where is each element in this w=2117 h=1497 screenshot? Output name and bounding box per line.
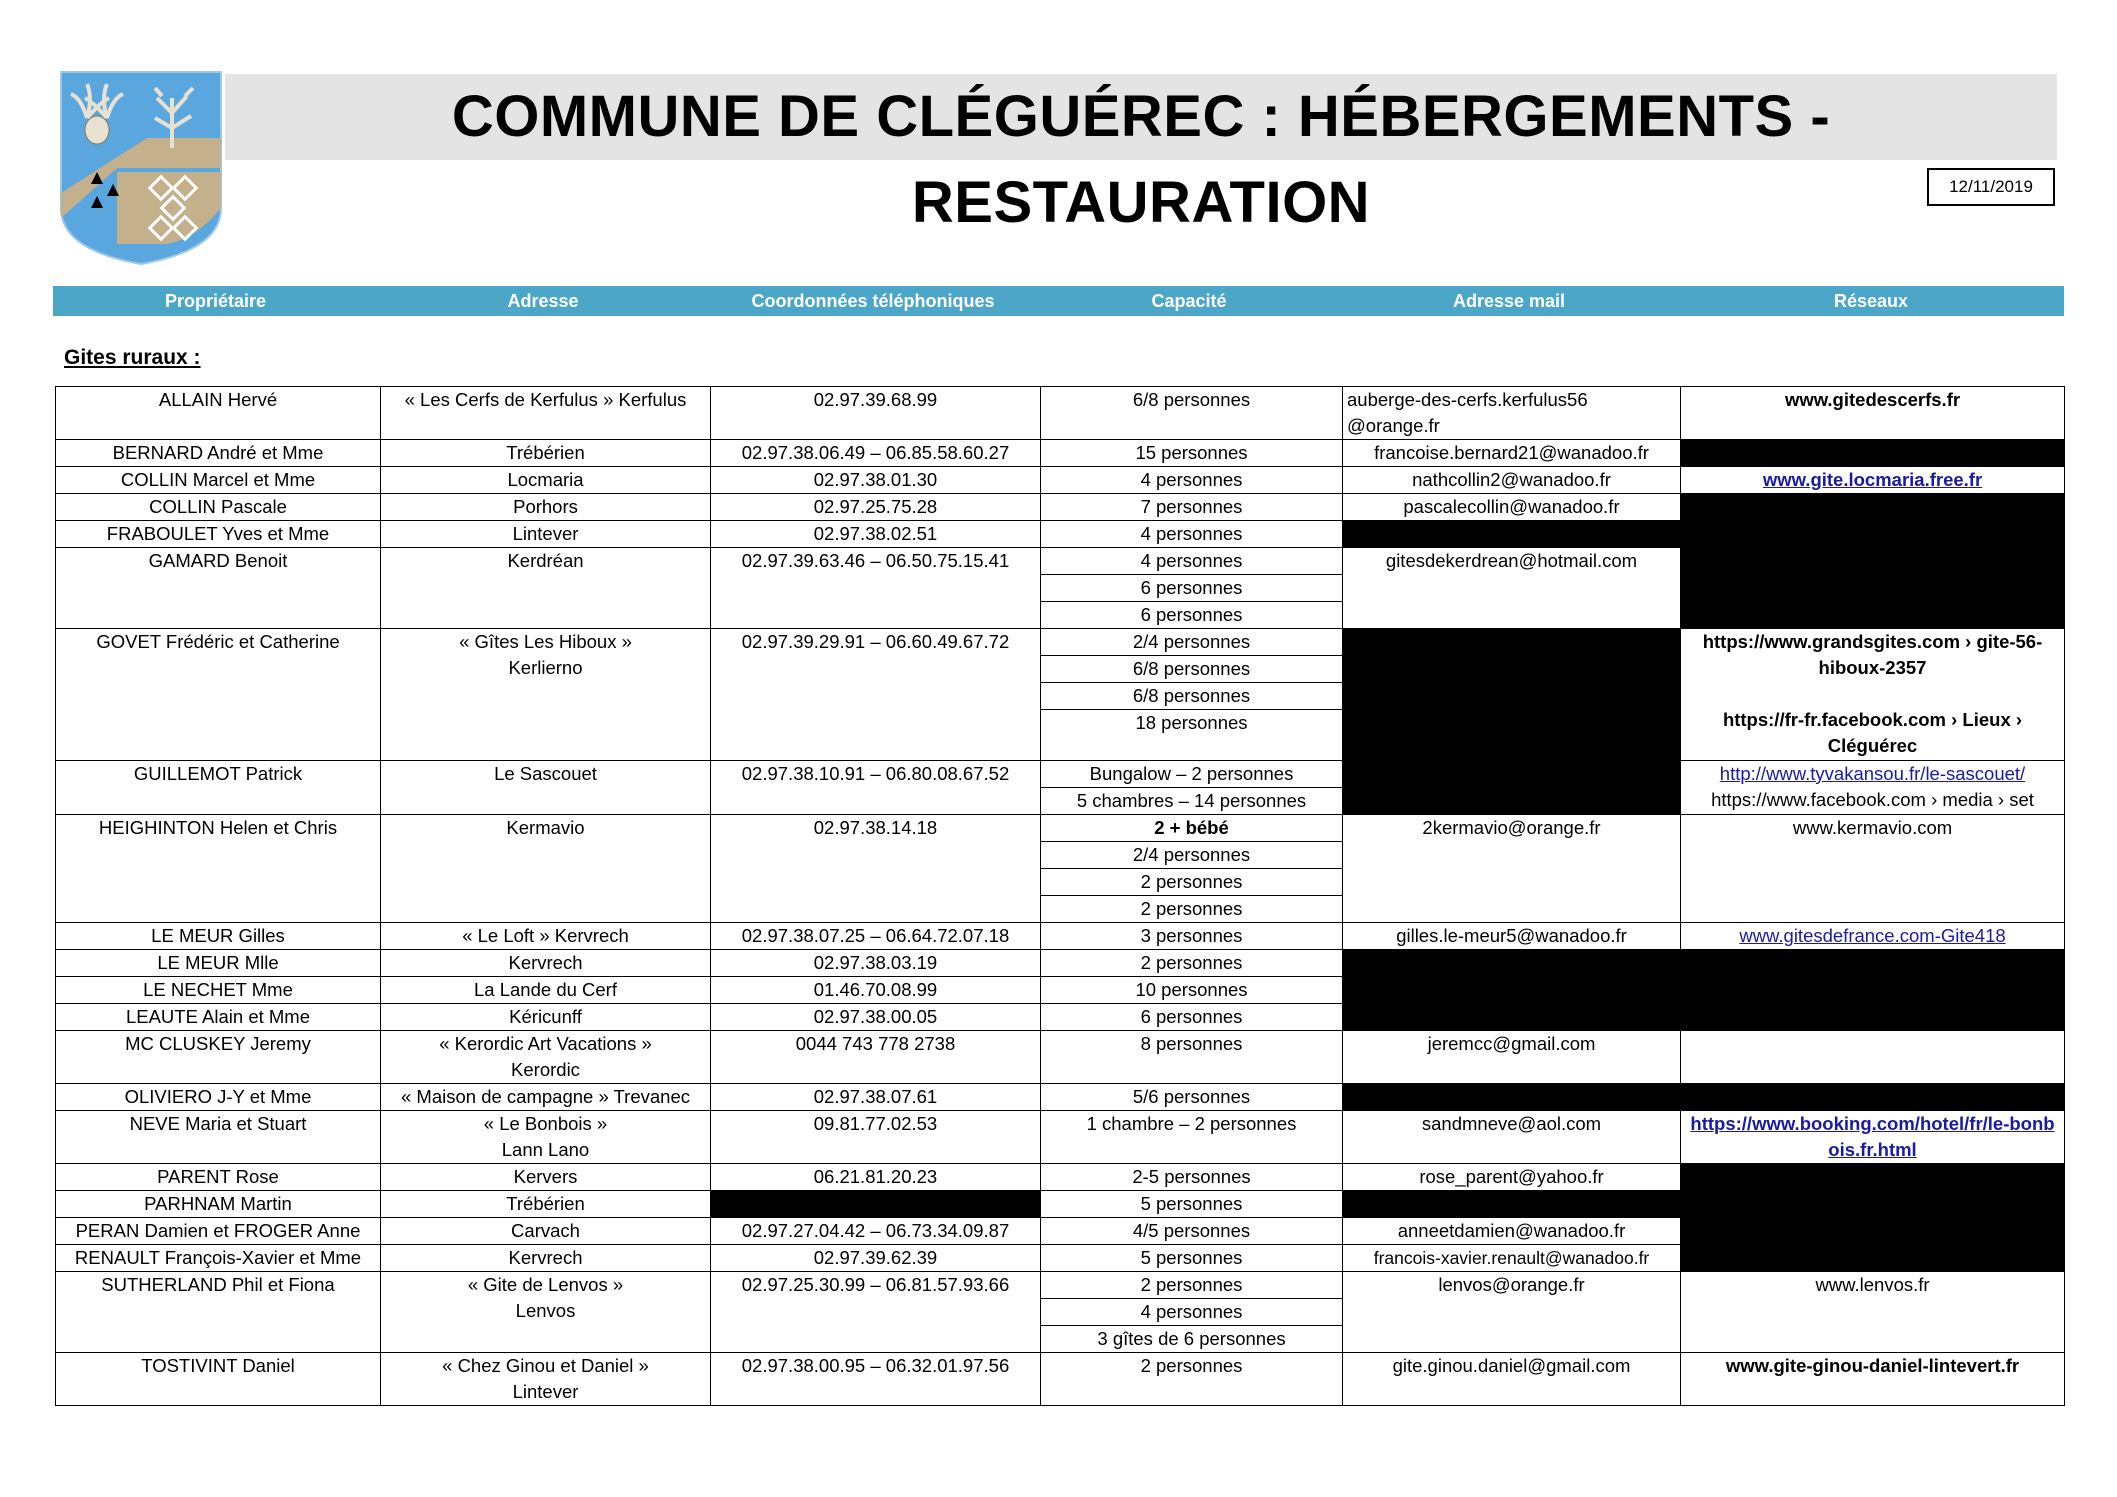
address-cell: « Chez Ginou et Daniel » Lintever (381, 1353, 711, 1406)
owner-cell: COLLIN Pascale (56, 494, 381, 521)
column-header-networks: Réseaux (1833, 291, 1909, 311)
address-cell: Kerdréan (381, 548, 711, 629)
networks-cell[interactable]: www.lenvos.fr (1681, 1272, 2065, 1353)
phone-cell: 02.97.39.29.91 – 06.60.49.67.72 (711, 629, 1041, 761)
address-cell: Carvach (381, 1218, 711, 1245)
address-cell: Kervrech (381, 1245, 711, 1272)
capacity-cell: 18 personnes (1041, 710, 1343, 761)
capacity-cell: Bungalow – 2 personnes (1041, 761, 1343, 788)
table-row (56, 1353, 2065, 1406)
capacity-cell: 15 personnes (1041, 440, 1343, 467)
phone-cell: 02.97.39.68.99 (711, 387, 1041, 440)
phone-cell: 02.97.38.02.51 (711, 521, 1041, 548)
owner-cell: FRABOULET Yves et Mme (56, 521, 381, 548)
phone-cell: 01.46.70.08.99 (711, 977, 1041, 1004)
table-row (56, 1084, 2065, 1111)
email-cell[interactable]: rose_parent@yahoo.fr (1343, 1164, 1681, 1191)
networks-link[interactable]: https://www.booking.com/hotel/fr/le-bonbois.fr.html (1690, 1113, 2055, 1160)
capacity-cell: 2 personnes (1041, 896, 1343, 923)
email-cell[interactable]: francois-xavier.renault@wanadoo.fr (1343, 1245, 1681, 1272)
column-header-email: Adresse mail (1452, 291, 1566, 311)
owner-cell: PARENT Rose (56, 1164, 381, 1191)
address-cell: « Kerordic Art Vacations » Kerordic (381, 1031, 711, 1084)
owner-cell: SUTHERLAND Phil et Fiona (56, 1272, 381, 1353)
phone-cell: 02.97.38.10.91 – 06.80.08.67.52 (711, 761, 1041, 815)
table-row (56, 950, 2065, 977)
address-cell: « Le Bonbois » Lann Lano (381, 1111, 711, 1164)
email-cell[interactable]: anneetdamien@wanadoo.fr (1343, 1218, 1681, 1245)
address-cell: Kermavio (381, 815, 711, 923)
owner-cell: LE MEUR Mlle (56, 950, 381, 977)
table-row (56, 761, 2065, 788)
networks-cell[interactable]: https://www.grandsgites.com › gite-56-hiboux-2357 https://fr-fr.facebook.com › Lieux › Cléguérec (1681, 629, 2065, 761)
networks-cell (1681, 761, 2065, 815)
address-cell: Le Sascouet (381, 761, 711, 815)
networks-cell (1681, 923, 2065, 950)
owner-cell: TOSTIVINT Daniel (56, 1353, 381, 1406)
networks-link[interactable]: www.gite.locmaria.free.fr (1762, 469, 1983, 490)
email-cell[interactable]: lenvos@orange.fr (1343, 1272, 1681, 1353)
phone-cell: 02.97.38.07.61 (711, 1084, 1041, 1111)
owner-cell: PERAN Damien et FROGER Anne (56, 1218, 381, 1245)
capacity-cell: 2 personnes (1041, 950, 1343, 977)
capacity-cell: 6 personnes (1041, 1004, 1343, 1031)
address-cell: Kéricunff (381, 1004, 711, 1031)
table-row (56, 387, 2065, 440)
table-row (56, 1111, 2065, 1164)
phone-cell: 02.97.25.30.99 – 06.81.57.93.66 (711, 1272, 1041, 1353)
address-cell: Locmaria (381, 467, 711, 494)
redacted-cell (1343, 1084, 2065, 1111)
capacity-cell: 6/8 personnes (1041, 656, 1343, 683)
capacity-cell: 2 personnes (1041, 1353, 1343, 1406)
capacity-cell: 10 personnes (1041, 977, 1343, 1004)
owner-cell: LE MEUR Gilles (56, 923, 381, 950)
email-cell[interactable]: 2kermavio@orange.fr (1343, 815, 1681, 923)
table-row (56, 815, 2065, 842)
column-header-address: Adresse (507, 291, 579, 311)
capacity-cell: 5/6 personnes (1041, 1084, 1343, 1111)
address-cell: Kervrech (381, 950, 711, 977)
column-header-capacity: Capacité (1151, 291, 1227, 311)
networks-cell[interactable]: www.kermavio.com (1681, 815, 2065, 923)
address-cell: Kervers (381, 1164, 711, 1191)
redacted-cell (711, 1191, 1041, 1218)
capacity-cell: 6 personnes (1041, 575, 1343, 602)
capacity-cell: 2/4 personnes (1041, 629, 1343, 656)
phone-cell: 02.97.38.00.95 – 06.32.01.97.56 (711, 1353, 1041, 1406)
owner-cell: NEVE Maria et Stuart (56, 1111, 381, 1164)
owner-cell: BERNARD André et Mme (56, 440, 381, 467)
owner-cell: LEAUTE Alain et Mme (56, 1004, 381, 1031)
networks-link[interactable]: http://www.tyvakansou.fr/le-sascouet/ (1719, 763, 2026, 784)
capacity-cell: 2-5 personnes (1041, 1164, 1343, 1191)
document-date: 12/11/2019 (1927, 168, 2055, 206)
phone-cell: 02.97.39.63.46 – 06.50.75.15.41 (711, 548, 1041, 629)
redacted-cell (1343, 1191, 1681, 1218)
email-cell[interactable]: francoise.bernard21@wanadoo.fr (1343, 440, 1681, 467)
capacity-cell: 2 personnes (1041, 869, 1343, 896)
owner-cell: ALLAIN Hervé (56, 387, 381, 440)
email-cell[interactable]: gitesdekerdrean@hotmail.com (1343, 548, 1681, 629)
networks-text[interactable]: https://www.facebook.com › media › set (1711, 789, 2034, 810)
networks-cell (1681, 1031, 2065, 1084)
phone-cell: 09.81.77.02.53 (711, 1111, 1041, 1164)
column-header-bar (53, 286, 2064, 316)
capacity-cell: 4 personnes (1041, 467, 1343, 494)
capacity-cell: 2 personnes (1041, 1272, 1343, 1299)
owner-cell: HEIGHINTON Helen et Chris (56, 815, 381, 923)
address-cell: Trébérien (381, 440, 711, 467)
owner-cell: LE NECHET Mme (56, 977, 381, 1004)
redacted-cell (1681, 1164, 2065, 1272)
phone-cell: 02.97.38.03.19 (711, 950, 1041, 977)
networks-cell (1681, 467, 2065, 494)
capacity-cell: 8 personnes (1041, 1031, 1343, 1084)
networks-link[interactable]: www.gitesdefrance.com-Gite418 (1739, 925, 2006, 946)
owner-cell: GUILLEMOT Patrick (56, 761, 381, 815)
email-cell[interactable]: pascalecollin@wanadoo.fr (1343, 494, 1681, 521)
phone-cell: 02.97.38.00.05 (711, 1004, 1041, 1031)
networks-cell (1681, 1111, 2065, 1164)
table-row (56, 923, 2065, 950)
phone-cell: 02.97.27.04.42 – 06.73.34.09.87 (711, 1218, 1041, 1245)
redacted-cell (1681, 440, 2065, 467)
address-cell: La Lande du Cerf (381, 977, 711, 1004)
capacity-cell: 3 personnes (1041, 923, 1343, 950)
capacity-cell: 5 personnes (1041, 1245, 1343, 1272)
capacity-cell: 4/5 personnes (1041, 1218, 1343, 1245)
phone-cell: 02.97.38.14.18 (711, 815, 1041, 923)
email-cell[interactable]: nathcollin2@wanadoo.fr (1343, 467, 1681, 494)
table-row (56, 629, 2065, 656)
address-cell: « Les Cerfs de Kerfulus » Kerfulus (381, 387, 711, 440)
capacity-cell: 6/8 personnes (1041, 683, 1343, 710)
redacted-cell (1343, 521, 1681, 548)
column-header-owner: Propriétaire (164, 291, 267, 311)
capacity-cell: 5 personnes (1041, 1191, 1343, 1218)
phone-cell: 02.97.38.06.49 – 06.85.58.60.27 (711, 440, 1041, 467)
owner-cell: OLIVIERO J-Y et Mme (56, 1084, 381, 1111)
capacity-cell: 1 chambre – 2 personnes (1041, 1111, 1343, 1164)
capacity-cell: 4 personnes (1041, 548, 1343, 575)
capacity-cell: 2 + bébé (1041, 815, 1343, 842)
table-row (56, 494, 2065, 521)
email-cell[interactable]: auberge-des-cerfs.kerfulus56 @orange.fr (1343, 387, 1681, 440)
commune-crest-logo (57, 68, 225, 266)
table-row (56, 440, 2065, 467)
phone-cell: 02.97.39.62.39 (711, 1245, 1041, 1272)
table-row (56, 1164, 2065, 1191)
address-cell: « Gîtes Les Hiboux » Kerlierno (381, 629, 711, 761)
owner-cell: GAMARD Benoit (56, 548, 381, 629)
capacity-cell: 6 personnes (1041, 602, 1343, 629)
capacity-cell: 4 personnes (1041, 1299, 1343, 1326)
capacity-cell: 2/4 personnes (1041, 842, 1343, 869)
address-cell: « Gite de Lenvos » Lenvos (381, 1272, 711, 1353)
phone-cell: 02.97.38.07.25 – 06.64.72.07.18 (711, 923, 1041, 950)
table-row (56, 467, 2065, 494)
email-cell[interactable]: sandmneve@aol.com (1343, 1111, 1681, 1164)
capacity-cell: 6/8 personnes (1041, 387, 1343, 440)
address-cell: « Le Loft » Kervrech (381, 923, 711, 950)
gites-table (55, 386, 2065, 1406)
phone-cell: 02.97.25.75.28 (711, 494, 1041, 521)
address-cell: Trébérien (381, 1191, 711, 1218)
address-cell: Porhors (381, 494, 711, 521)
email-cell[interactable]: gilles.le-meur5@wanadoo.fr (1343, 923, 1681, 950)
redacted-cell (1681, 494, 2065, 629)
email-cell[interactable]: jeremcc@gmail.com (1343, 1031, 1681, 1084)
phone-cell: 0044 743 778 2738 (711, 1031, 1041, 1084)
section-title: Gites ruraux : (64, 346, 201, 369)
owner-cell: MC CLUSKEY Jeremy (56, 1031, 381, 1084)
table-row (56, 1272, 2065, 1299)
capacity-cell: 3 gîtes de 6 personnes (1041, 1326, 1343, 1353)
owner-cell: RENAULT François-Xavier et Mme (56, 1245, 381, 1272)
address-cell: « Maison de campagne » Trevanec (381, 1084, 711, 1111)
owner-cell: PARHNAM Martin (56, 1191, 381, 1218)
capacity-cell: 7 personnes (1041, 494, 1343, 521)
address-cell: Lintever (381, 521, 711, 548)
capacity-cell: 5 chambres – 14 personnes (1041, 788, 1343, 815)
table-row (56, 1031, 2065, 1084)
phone-cell: 02.97.38.01.30 (711, 467, 1041, 494)
redacted-cell (1343, 950, 2065, 1031)
email-cell[interactable]: gite.ginou.daniel@gmail.com (1343, 1353, 1681, 1406)
page-title: COMMUNE DE CLÉGUÉREC : HÉBERGEMENTS - RESTAURATION (451, 84, 1831, 235)
networks-cell[interactable]: www.gite-ginou-daniel-lintevert.fr (1681, 1353, 2065, 1406)
owner-cell: COLLIN Marcel et Mme (56, 467, 381, 494)
networks-cell[interactable]: www.gitedescerfs.fr (1681, 387, 2065, 440)
capacity-cell: 4 personnes (1041, 521, 1343, 548)
phone-cell: 06.21.81.20.23 (711, 1164, 1041, 1191)
redacted-cell (1343, 629, 1681, 815)
owner-cell: GOVET Frédéric et Catherine (56, 629, 381, 761)
column-header-phone: Coordonnées téléphoniques (751, 291, 995, 311)
